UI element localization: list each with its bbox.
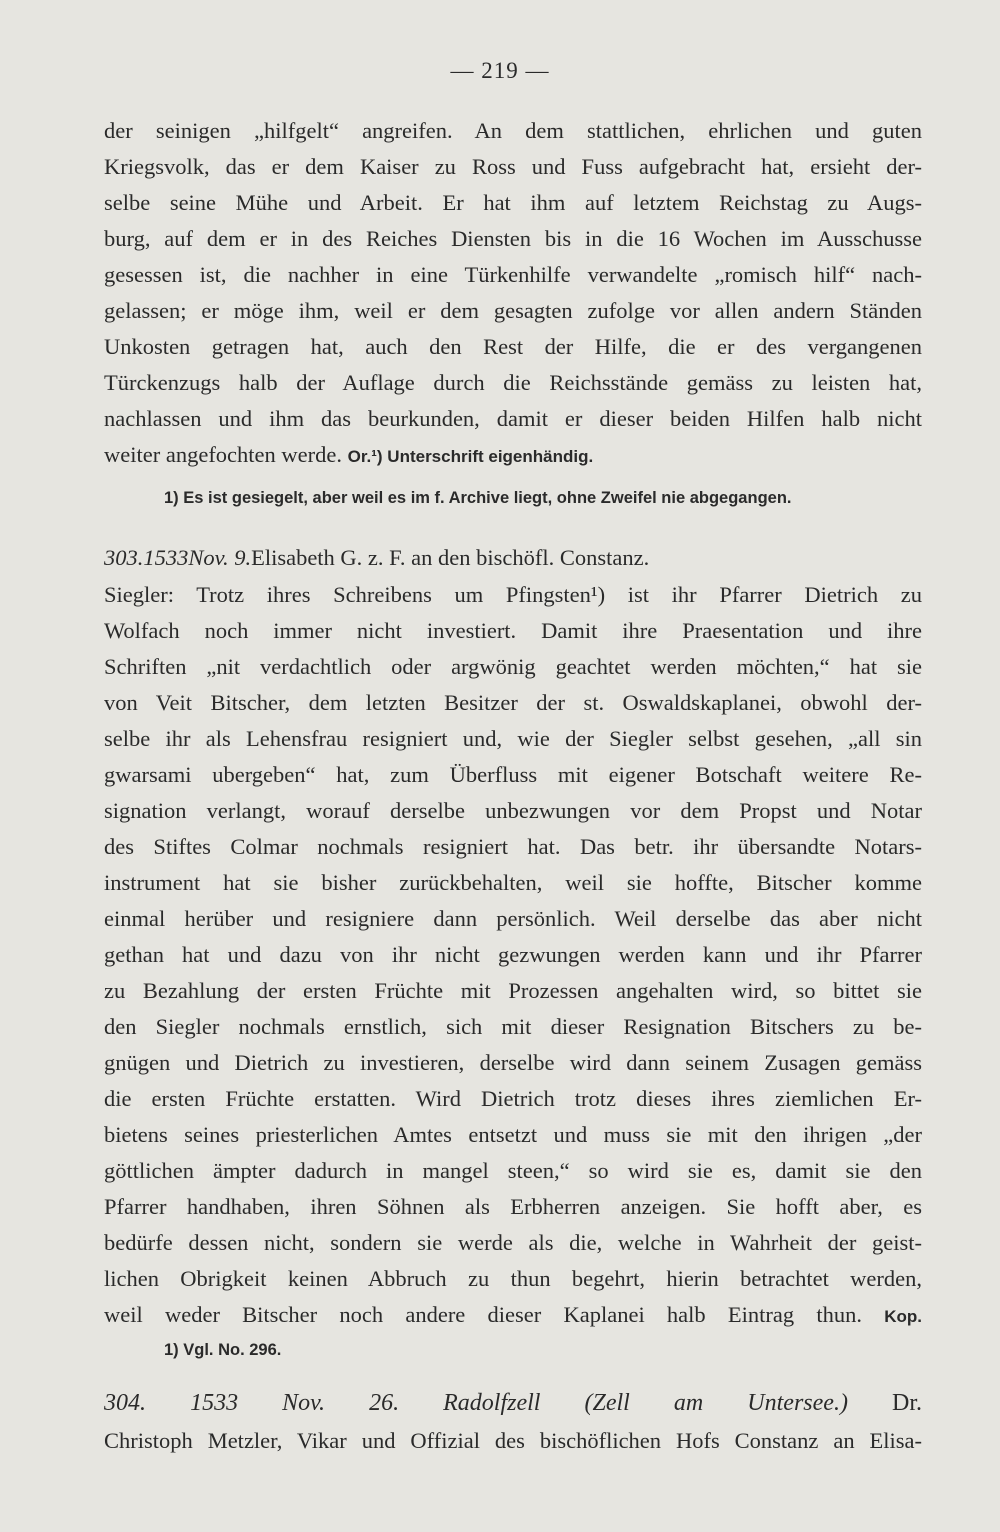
entry-place: Radolfzell (Zell am Untersee.) bbox=[443, 1390, 848, 1416]
entry-year: 1533 bbox=[190, 1390, 239, 1416]
text-line: des Stiftes Colmar nochmals resigniert hat. Das betr. ihr übersandte Notars- bbox=[104, 834, 922, 859]
footnote: 1) Es ist gesiegelt, aber weil es im f. Archive liegt, ohne Zweifel nie abgegangen. bbox=[164, 489, 792, 507]
text-line: Siegler: Trotz ihres Schreibens um Pfingsten¹) ist ihr Pfarrer Dietrich zu bbox=[104, 582, 922, 607]
text-line: göttlichen ämpter dadurch in mangel steen,“ so wird sie es, damit sie den bbox=[104, 1158, 922, 1183]
entry-heading-text: Dr. bbox=[892, 1390, 922, 1416]
text-line: einmal herüber und resigniere dann persönlich. Weil derselbe das aber nicht bbox=[104, 906, 922, 931]
text-line: burg, auf dem er in des Reiches Diensten bis in die 16 Wochen im Ausschusse bbox=[104, 226, 922, 251]
text-line bbox=[104, 1298, 922, 1332]
text-line-body: weiter angefochten werde. bbox=[104, 442, 342, 467]
text-line: Wolfach noch immer nicht investiert. Damit ihre Praesentation und ihre bbox=[104, 618, 922, 643]
text-line: Christoph Metzler, Vikar und Offizial des bischöflichen Hofs Constanz an Elisa- bbox=[104, 1428, 922, 1453]
text-line: Schriften „nit verdachtlich oder argwönig geachtet werden möchten,“ hat sie bbox=[104, 654, 922, 679]
text-line: Pfarrer handhaben, ihren Söhnen als Erbherren anzeigen. Sie hofft aber, es bbox=[104, 1194, 922, 1219]
text-line: den Siegler nochmals ernstlich, sich mit dieser Resignation Bitschers zu be- bbox=[104, 1014, 922, 1039]
text-line: instrument hat sie bisher zurückbehalten, weil sie hoffte, Bitscher komme bbox=[104, 870, 922, 895]
text-line bbox=[104, 438, 922, 472]
text-line: lichen Obrigkeit keinen Abbruch zu thun begehrt, hierin betrachtet werden, bbox=[104, 1266, 922, 1291]
text-line: der seinigen „hilfgelt“ angreifen. An dem stattlichen, ehrlichen und guten bbox=[104, 118, 922, 143]
entry-date: Nov. 9. bbox=[188, 545, 252, 570]
entry-year: 1533 bbox=[143, 545, 189, 570]
entry-date: Nov. 26. bbox=[282, 1390, 400, 1416]
text-line: Türckenzugs halb der Auflage durch die Reichsstände gemäss zu leisten hat, bbox=[104, 370, 922, 395]
text-line: signation verlangt, worauf derselbe unbezwungen vor dem Propst und Notar bbox=[104, 798, 922, 823]
text-line: gnügen und Dietrich zu investieren, derselbe wird dann seinem Zusagen gemäss bbox=[104, 1050, 922, 1075]
text-line: bietens seines priesterlichen Amtes entsetzt und muss sie mit den ihrigen „der bbox=[104, 1122, 922, 1147]
text-line: Kriegsvolk, das er dem Kaiser zu Ross und Fuss aufgebracht hat, ersieht der- bbox=[104, 154, 922, 179]
page-number: — 219 — bbox=[450, 58, 550, 83]
source-note: Or.¹) Unterschrift eigenhändig. bbox=[347, 447, 594, 466]
footnote: 1) Vgl. No. 296. bbox=[164, 1341, 282, 1359]
entry-heading bbox=[104, 541, 922, 575]
text-line: selbe ihr als Lehensfrau resigniert und, wie der Siegler selbst gesehen, „all sin bbox=[104, 726, 922, 751]
text-line: Unkosten getragen hat, auch den Rest der Hilfe, die er des vergangenen bbox=[104, 334, 922, 359]
text-line: nachlassen und ihm das beurkunden, damit er dieser beiden Hilfen halb nicht bbox=[104, 406, 922, 431]
text-line: gethan hat und dazu von ihr nicht gezwungen werden kann und ihr Pfarrer bbox=[104, 942, 922, 967]
source-note: Kop. bbox=[884, 1307, 922, 1326]
text-line: bedürfe dessen nicht, sondern sie werde als die, welche in Wahrheit der geist- bbox=[104, 1230, 922, 1255]
entry-number: 303. bbox=[104, 545, 144, 570]
entry-heading bbox=[104, 1386, 922, 1420]
entry-number: 304. bbox=[104, 1390, 146, 1416]
text-line: gelassen; er möge ihm, weil er dem gesagten zufolge vor allen andern Ständen bbox=[104, 298, 922, 323]
text-line: gesessen ist, die nachher in eine Türkenhilfe verwandelte „romisch hilf“ nach- bbox=[104, 262, 922, 287]
text-line: selbe seine Mühe und Arbeit. Er hat ihm auf letztem Reichstag zu Augs- bbox=[104, 190, 922, 215]
text-line: gwarsami ubergeben“ hat, zum Überfluss mit eigener Botschaft weitere Re- bbox=[104, 762, 922, 787]
text-line: von Veit Bitscher, dem letzten Besitzer der st. Oswaldskaplanei, obwohl der- bbox=[104, 690, 922, 715]
text-line: zu Bezahlung der ersten Früchte mit Prozessen angehalten wird, so bittet sie bbox=[104, 978, 922, 1003]
text-line: die ersten Früchte erstatten. Wird Dietrich trotz dieses ihres ziemlichen Er- bbox=[104, 1086, 922, 1111]
text-line-body: weil weder Bitscher noch andere dieser Kaplanei halb Eintrag thun. bbox=[104, 1302, 862, 1327]
entry-heading-text: Elisabeth G. z. F. an den bischöfl. Constanz. bbox=[251, 545, 650, 570]
